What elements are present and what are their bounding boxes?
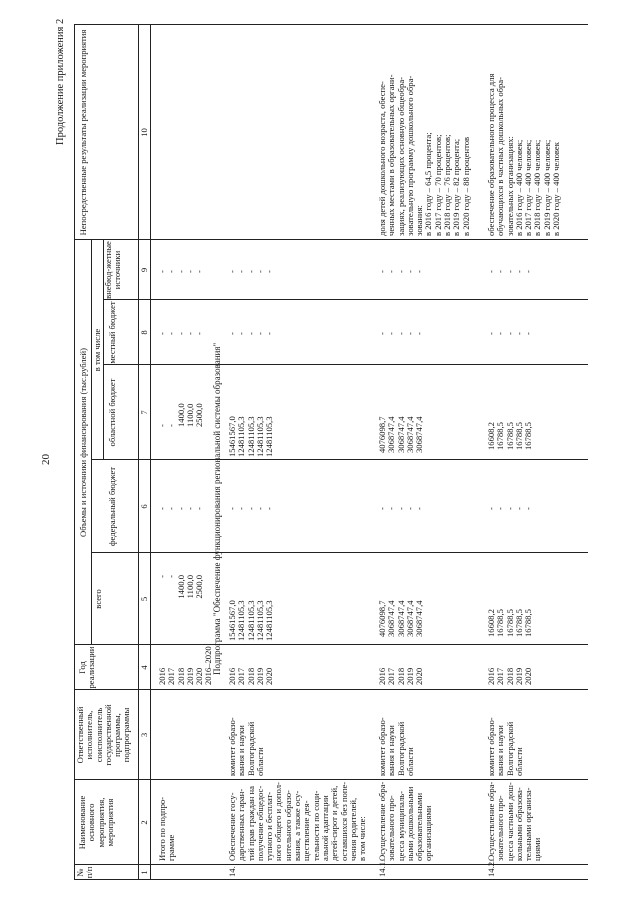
col-number: 5 xyxy=(139,596,149,602)
row-14-2-federal: - - - - - xyxy=(486,507,534,510)
header-total: всего xyxy=(93,589,103,609)
row-14-2-years: 2016 2017 2018 2019 2020 xyxy=(486,667,534,685)
header-divider xyxy=(150,25,151,880)
col-divider xyxy=(91,552,588,553)
row-total-offbudget: - - - - - xyxy=(157,270,205,273)
row-14-2-total: 16608,2 16788,5 16788,5 16788,5 16788,5 xyxy=(486,609,534,637)
row-14-years: 2016 2017 2018 2019 2020 xyxy=(227,667,275,685)
row-14-2-name: Осуществление обра- зовательного про- цесса частными дош- кольными образова- тельными организа- циями xyxy=(486,781,543,861)
col-number: 9 xyxy=(139,267,149,273)
row-14-1-total: 4076098,7 3068747,4 3068747,4 3068747,4 3068747,4 xyxy=(377,600,425,637)
row-14-responsible: комитет образо- вания и науки Волгоградской области xyxy=(227,717,265,776)
header-local: местный бюджет xyxy=(107,301,117,364)
col-divider xyxy=(74,779,588,780)
row-total-regional: - - 1400,0 1100,0 2500,0 xyxy=(157,403,205,427)
header-federal: федеральный бюджет xyxy=(107,466,117,547)
row-total-years: 2016 2017 2018 2019 2020 2016–2020 xyxy=(157,646,214,685)
row-14-1-offbudget: - - - - - xyxy=(377,270,425,273)
row-total-federal: - - - - - xyxy=(157,507,205,510)
col-divider xyxy=(74,239,588,240)
row-14-2-num: 14.2. xyxy=(486,859,496,877)
row-14-2-local: - - - - - xyxy=(486,332,534,335)
row-14-1-years: 2016 2017 2018 2019 2020 xyxy=(377,667,425,685)
col-number: 7 xyxy=(139,410,149,415)
row-14-2-responsible: комитет образо- вания и науки Волгоградской области xyxy=(486,717,524,776)
col-number: 8 xyxy=(139,330,149,335)
col-number: 2 xyxy=(139,820,149,825)
row-total-local: - - - - - xyxy=(157,332,205,335)
row-14-num: 14. xyxy=(227,866,237,877)
col-number: 4 xyxy=(139,665,149,670)
col-divider xyxy=(74,864,588,865)
col-divider xyxy=(103,299,588,300)
row-14-2-regional: 16608,2 16788,5 16788,5 16788,5 16788,5 xyxy=(486,422,534,450)
row-14-1-federal: - - - - - xyxy=(377,507,425,510)
col-divider xyxy=(74,689,588,690)
row-14-1-local: - - - - - xyxy=(377,332,425,335)
table-border-right xyxy=(74,24,588,25)
row-14-name: Обеспечение госу- дарственных гаран- тий прав граждан на получение общедос- тупного и бесплат- ного общего и допол- нительного образо- вания, а также осу- ществление дея- тельности по соци- альной адаптации детей-сирот и детей, оставшихся без попе- чения родителей, в том числе: xyxy=(227,781,368,861)
table-border-left xyxy=(74,879,588,880)
col-number: 10 xyxy=(139,128,149,137)
col-number: 1 xyxy=(139,870,149,875)
row-14-total: 15461567,0 12481105,3 12481105,3 12481105,3 12481105,3 xyxy=(227,600,275,641)
row-14-1-responsible: комитет образо- вания и науки Волгоградской области xyxy=(377,717,415,776)
row-14-1-num: 14.1. xyxy=(377,859,387,877)
row-14-2-offbudget: - - - - - xyxy=(486,270,534,273)
header-results: Непосредственные результаты реализации мероприятия xyxy=(78,29,88,236)
row-14-regional: 15461567,0 12481105,3 12481105,3 12481105,3 12481105,3 xyxy=(227,416,275,457)
header-regional: областной бюджет xyxy=(107,378,117,447)
col-number: 6 xyxy=(139,504,149,509)
row-14-federal: - - - - - xyxy=(227,507,275,510)
col-number: 3 xyxy=(139,732,149,738)
header-year: Год реализации xyxy=(77,646,97,689)
col-divider xyxy=(91,459,588,460)
col-divider xyxy=(74,644,588,645)
page-number: 20 xyxy=(40,454,52,465)
row-14-1-name: Осуществление обра- зовательного про- цесса муниципаль- ными дошкольными образовательными организациями xyxy=(377,781,434,861)
header-divider xyxy=(91,240,92,645)
header-offbudget: внебюд-жетные источники xyxy=(103,241,123,299)
appendix-label: Продолжение приложения 2 xyxy=(55,18,66,145)
header-in-that-number: в том числе xyxy=(92,328,102,372)
header-finance-group: Объемы и источники финансирования (тыс.рублей) xyxy=(78,348,88,537)
row-14-2-results: обеспечение образовательного процесса для обучающихся в частных дошкольных обра- зовательных организациях: в 2016 году – 400 человек; в 2017 году – 400 человек; в 2018 году – 400 человек; в 2019 году – 400 человек; в 2020 году – 400 человек xyxy=(486,73,562,236)
header-divider xyxy=(138,25,139,880)
subprogram-title: Подпрограмма "Обеспечение функционирования региональной системы образования" xyxy=(212,342,222,675)
row-14-1-results: доля детей дошкольного возраста, обеспе- ченных местами в образовательных органи- зациях, реализующих основную общеобра- зовательную программу дошкольного обра- зования: в 2016 году – 64,5 процента; в 2017 году – 70 процентов; в 2018 году – 76 процентов; в 2019 году – 82 процента; в 2020 году – 88 процентов xyxy=(377,74,471,236)
col-divider xyxy=(103,364,588,365)
row-14-local: - - - - - xyxy=(227,332,275,335)
row-total-name: Итого по подпро- грамме xyxy=(157,796,177,861)
row-14-1-regional: 4076098,7 3068747,4 3068747,4 3068747,4 3068747,4 xyxy=(377,416,425,453)
header-num: № п/п xyxy=(75,866,95,879)
header-responsible: Ответственный исполнитель, соисполнитель государственной программы, подпрограммы xyxy=(75,704,132,766)
header-name: Наименование основного мероприятия, мероприятия xyxy=(77,795,115,850)
row-total-total: - - 1400,0 1100,0 2500,0 xyxy=(157,575,205,599)
row-14-offbudget: - - - - - xyxy=(227,270,275,273)
